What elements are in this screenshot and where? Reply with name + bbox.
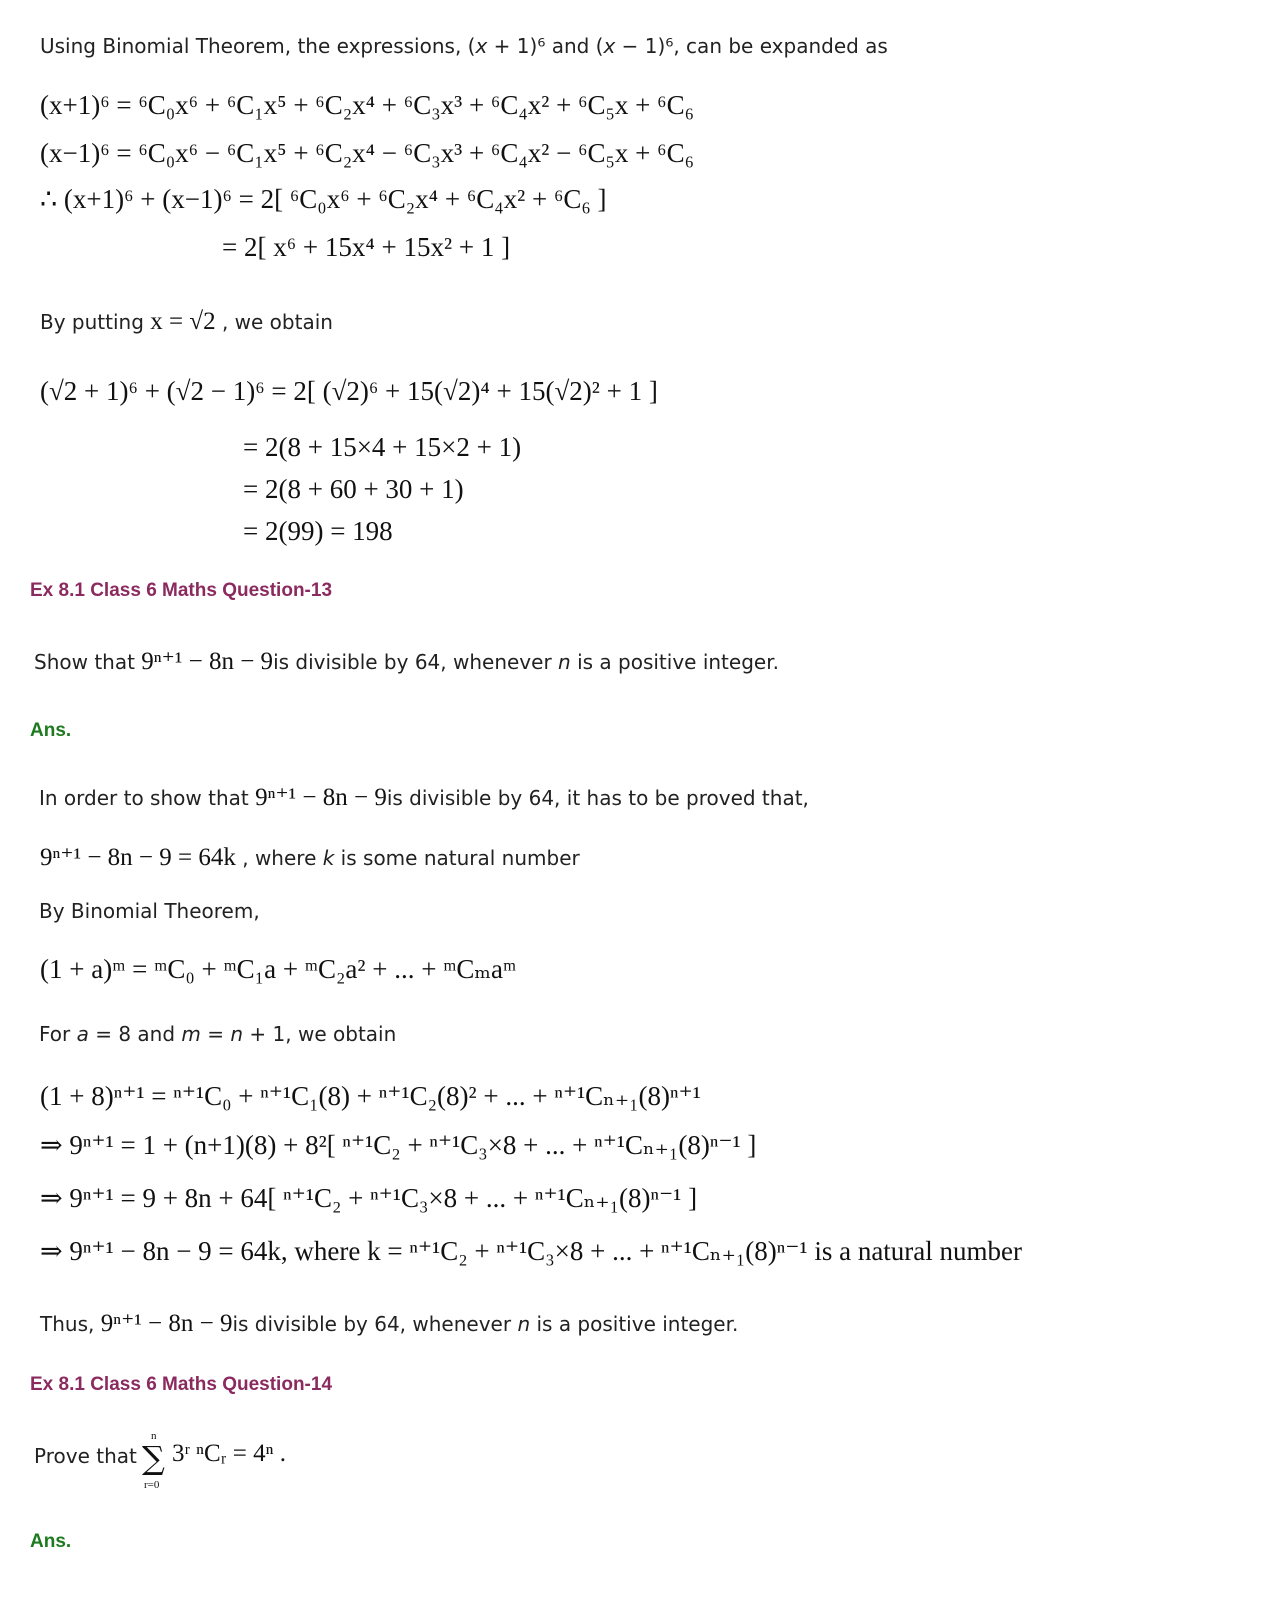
intro-before: Using Binomial Theorem, the expressions, ( — [40, 34, 476, 58]
q13-concl-after: is a positive integer. — [530, 1312, 739, 1336]
q13-var-m: m — [181, 1022, 201, 1046]
q13-line4-mid1: = 8 and — [88, 1022, 182, 1046]
implies-step1: ⇒ 9ⁿ⁺¹ = 1 + (n+1)(8) + 8²[ ⁿ⁺¹C₂ + ⁿ⁺¹C₃×8 + ... + ⁿ⁺¹Cₙ₊₁(8)ⁿ⁻¹ ] — [40, 1130, 757, 1160]
intro-var-x2: x — [603, 34, 616, 58]
implies-step3: ⇒ 9ⁿ⁺¹ − 8n − 9 = 64k, where k = ⁿ⁺¹C₂ + ⁿ⁺¹C₃×8 + ... + ⁿ⁺¹Cₙ₊₁(8)ⁿ⁻¹ is a natural number — [40, 1236, 1023, 1266]
q13-line4-after: + 1, we obtain — [243, 1022, 397, 1046]
root2-step2: = 2(8 + 60 + 30 + 1) — [243, 474, 464, 504]
sigma-upper-limit: n — [151, 1430, 157, 1442]
putting-expr: x = √2 — [150, 308, 216, 335]
q13-var-a: a — [76, 1022, 89, 1046]
q13-line1 — [39, 782, 809, 812]
q13-concl-before: Thus, — [40, 1312, 101, 1336]
q13-mid: is divisible by 64, whenever — [273, 650, 559, 674]
question-14-heading: Ex 8.1 Class 6 Maths Question-14 — [30, 1374, 333, 1395]
root2-result: = 2(99) = 198 — [243, 516, 393, 546]
implies-step2: ⇒ 9ⁿ⁺¹ = 9 + 8n + 64[ ⁿ⁺¹C₂ + ⁿ⁺¹C₃×8 + ... + ⁿ⁺¹Cₙ₊₁(8)ⁿ⁻¹ ] — [40, 1183, 698, 1213]
q13-var-n2: n — [230, 1022, 244, 1046]
q14-after: . — [273, 1440, 286, 1467]
q13-var-n: n — [558, 650, 571, 674]
binomial-general: (1 + a)ᵐ = ᵐC₀ + ᵐC₁a + ᵐC₂a² + ... + ᵐCₘaᵐ — [40, 954, 517, 984]
sigma-lower-limit: r=0 — [144, 1479, 160, 1491]
sum-simplified: = 2[ x⁶ + 15x⁴ + 15x² + 1 ] — [222, 232, 511, 262]
putting-after: , we obtain — [215, 310, 333, 334]
q13-line4-mid2: = — [200, 1022, 231, 1046]
q14-before: Prove that — [34, 1444, 137, 1468]
question-13-text — [34, 646, 779, 676]
root2-substitution: (√2 + 1)⁶ + (√2 − 1)⁶ = 2[ (√2)⁶ + 15(√2)⁴ + 15(√2)² + 1 ] — [40, 376, 658, 406]
q13-var-k: k — [322, 846, 335, 870]
q13-before: Show that — [34, 650, 142, 674]
q13-concl-expr: 9ⁿ⁺¹ − 8n − 9 — [100, 1310, 233, 1337]
q13-conclusion — [40, 1308, 738, 1338]
q13-line2-after: is some natural number — [334, 846, 580, 870]
q13-line2-before: , where — [235, 846, 323, 870]
sigma-block — [142, 1430, 170, 1494]
putting-text — [40, 308, 333, 336]
intro-var-x: x — [475, 34, 488, 58]
q13-line4-before: For — [39, 1022, 77, 1046]
putting-before: By putting — [40, 310, 151, 334]
question-13-heading: Ex 8.1 Class 6 Maths Question-13 — [30, 580, 333, 601]
q13-line3: By Binomial Theorem, — [39, 899, 260, 923]
sigma-symbol: ∑ — [142, 1439, 165, 1477]
q13-concl-mid: is divisible by 64, whenever — [232, 1312, 518, 1336]
question-14-text — [34, 1444, 137, 1468]
q14-expr — [172, 1440, 286, 1468]
answer-label-14: Ans. — [30, 1531, 72, 1552]
root2-step1: = 2(8 + 15×4 + 15×2 + 1) — [243, 432, 522, 462]
expansion-minus: (x−1)⁶ = ⁶C₀x⁶ − ⁶C₁x⁵ + ⁶C₂x⁴ − ⁶C₃x³ + ⁶C₄x² − ⁶C₅x + ⁶C₆ — [40, 138, 694, 168]
intro-text — [40, 34, 888, 58]
q13-line1-after: is divisible by 64, it has to be proved that, — [386, 786, 809, 810]
q13-concl-var-n: n — [517, 1312, 531, 1336]
q13-line4 — [39, 1022, 396, 1046]
intro-mid: + 1)⁶ and ( — [487, 34, 604, 58]
q13-line2-expr: 9ⁿ⁺¹ − 8n − 9 = 64k — [40, 844, 236, 871]
intro-after: − 1)⁶, can be expanded as — [615, 34, 888, 58]
expansion-1-plus-8: (1 + 8)ⁿ⁺¹ = ⁿ⁺¹C₀ + ⁿ⁺¹C₁(8) + ⁿ⁺¹C₂(8)² + ... + ⁿ⁺¹Cₙ₊₁(8)ⁿ⁺¹ — [40, 1081, 701, 1111]
expansion-plus: (x+1)⁶ = ⁶C₀x⁶ + ⁶C₁x⁵ + ⁶C₂x⁴ + ⁶C₃x³ + ⁶C₄x² + ⁶C₅x + ⁶C₆ — [40, 90, 694, 120]
q13-expr: 9ⁿ⁺¹ − 8n − 9 — [141, 648, 274, 675]
q13-line2 — [40, 842, 580, 872]
sum-expansion: ∴ (x+1)⁶ + (x−1)⁶ = 2[ ⁶C₀x⁶ + ⁶C₂x⁴ + ⁶C₄x² + ⁶C₆ ] — [40, 184, 607, 214]
q13-after: is a positive integer. — [570, 650, 779, 674]
q14-expr-text: 3ʳ ⁿCᵣ = 4ⁿ — [172, 1440, 274, 1467]
answer-label-13: Ans. — [30, 720, 72, 741]
q13-line1-before: In order to show that — [39, 786, 256, 810]
q13-line1-expr: 9ⁿ⁺¹ − 8n − 9 — [255, 784, 387, 811]
